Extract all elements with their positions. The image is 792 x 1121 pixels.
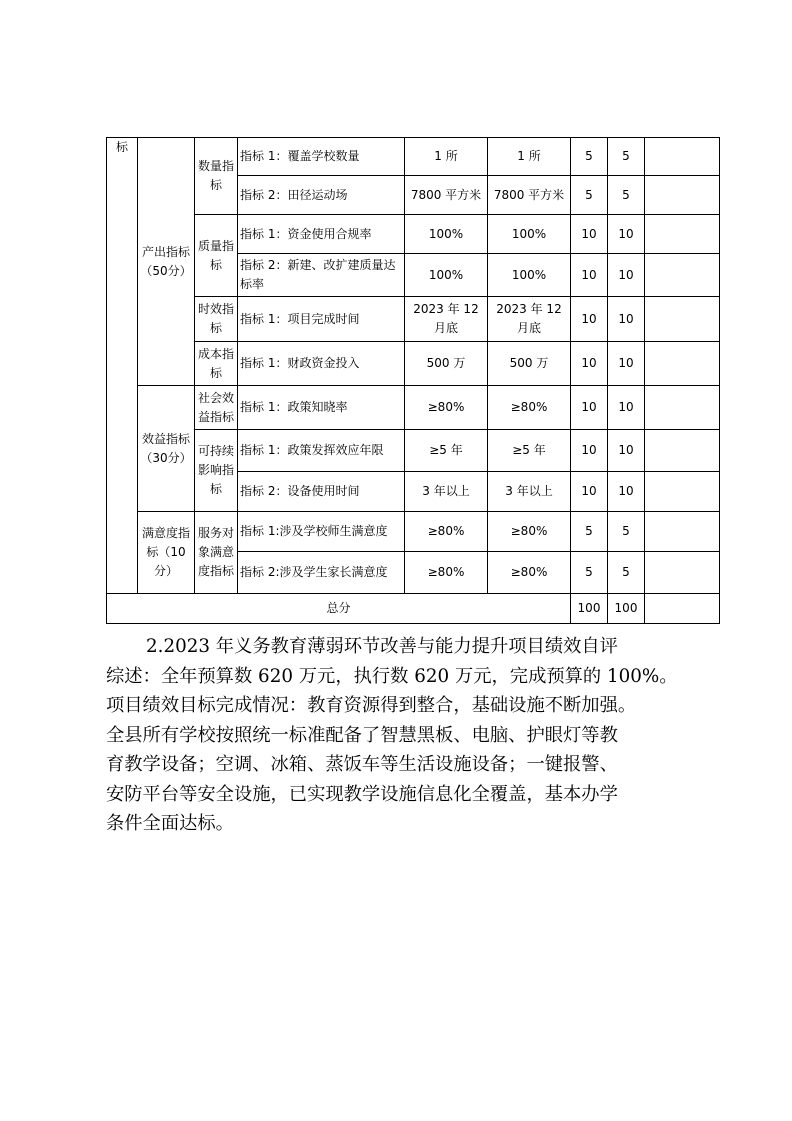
indicator-cell: 指标 1：资金使用合规率 [238, 215, 405, 254]
target-cell: 100% [405, 215, 488, 254]
paragraph-line: 安防平台等安全设施，已实现教学设施信息化全覆盖，基本办学 [106, 783, 618, 805]
performance-table [106, 137, 720, 624]
target-cell: 2023 年 12 月底 [405, 297, 488, 342]
weight-cell: 5 [571, 176, 608, 215]
indicator-cell: 指标 2：新建、改扩建质量达标率 [238, 254, 405, 297]
score-cell: 10 [608, 386, 645, 430]
total-score: 100 [608, 594, 645, 624]
actual-cell: 7800 平方米 [488, 176, 571, 215]
remark-cell [645, 215, 720, 254]
benefit-indicator-group: 效益指标（30分） [138, 386, 195, 512]
weight-cell: 5 [571, 552, 608, 594]
remark-cell [645, 176, 720, 215]
table-row [107, 297, 720, 342]
target-cell: 1 所 [405, 138, 488, 176]
actual-cell: 3 年以上 [488, 472, 571, 512]
total-label: 总分 [107, 594, 571, 624]
weight-cell: 5 [571, 138, 608, 176]
score-cell: 10 [608, 472, 645, 512]
target-cell: 500 万 [405, 342, 488, 386]
weight-cell: 10 [571, 472, 608, 512]
indicator-cell: 指标 1：政策知晓率 [238, 386, 405, 430]
actual-cell: ≥5 年 [488, 430, 571, 472]
remark-cell [645, 472, 720, 512]
level1-category-cell: 标 [107, 138, 138, 594]
paragraph-line: 全县所有学校按照统一标准配备了智慧黑板、电脑、护眼灯等教 [106, 724, 618, 746]
service-satisfaction-indicator-group: 服务对象满意度指标 [195, 512, 238, 594]
indicator-cell: 指标 2：设备使用时间 [238, 472, 405, 512]
target-cell: 7800 平方米 [405, 176, 488, 215]
table-row [107, 215, 720, 254]
paragraph-line: 综述：全年预算数 620 万元，执行数 620 万元，完成预算的 100%。 [106, 665, 678, 687]
quantity-indicator-group: 数量指标 [195, 138, 238, 215]
indicator-cell: 指标 2:涉及学生家长满意度 [238, 552, 405, 594]
indicator-cell: 指标 2：田径运动场 [238, 176, 405, 215]
target-cell: ≥80% [405, 386, 488, 430]
table-row [107, 386, 720, 430]
weight-cell: 10 [571, 430, 608, 472]
weight-cell: 10 [571, 386, 608, 430]
output-indicator-group: 产出指标（50分） [138, 138, 195, 386]
social-benefit-indicator-group: 社会效益指标 [195, 386, 238, 430]
remark-cell [645, 512, 720, 552]
paragraph-line: 条件全面达标。 [106, 813, 234, 834]
remark-cell [645, 552, 720, 594]
remark-cell [645, 342, 720, 386]
remark-cell [645, 297, 720, 342]
paragraph-line: 2.2023 年义务教育薄弱环节改善与能力提升项目绩效自评 [146, 636, 618, 657]
score-cell: 10 [608, 430, 645, 472]
weight-cell: 10 [571, 297, 608, 342]
indicator-cell: 指标 1：覆盖学校数量 [238, 138, 405, 176]
remark-cell [645, 430, 720, 472]
paragraph-line: 育教学设备；空调、冰箱、蒸饭车等生活设施设备；一键报警、 [106, 754, 618, 775]
actual-cell: 500 万 [488, 342, 571, 386]
score-cell: 5 [608, 512, 645, 552]
indicator-cell: 指标 1：财政资金投入 [238, 342, 405, 386]
actual-cell: 100% [488, 215, 571, 254]
table-row [107, 342, 720, 386]
indicator-cell: 指标 1：项目完成时间 [238, 297, 405, 342]
total-row [107, 594, 720, 624]
actual-cell: 100% [488, 254, 571, 297]
remark-cell [645, 254, 720, 297]
target-cell: 3 年以上 [405, 472, 488, 512]
quality-indicator-group: 质量指标 [195, 215, 238, 297]
score-cell: 10 [608, 342, 645, 386]
remark-cell [645, 386, 720, 430]
indicator-cell: 指标 1:涉及学校师生满意度 [238, 512, 405, 552]
satisfaction-indicator-group: 满意度指标（10分） [138, 512, 195, 594]
target-cell: ≥80% [405, 552, 488, 594]
actual-cell: ≥80% [488, 512, 571, 552]
weight-cell: 10 [571, 342, 608, 386]
table-row [107, 138, 720, 176]
actual-cell: ≥80% [488, 552, 571, 594]
score-cell: 5 [608, 552, 645, 594]
indicator-cell: 指标 1：政策发挥效应年限 [238, 430, 405, 472]
target-cell: 100% [405, 254, 488, 297]
score-cell: 10 [608, 297, 645, 342]
target-cell: ≥80% [405, 512, 488, 552]
actual-cell: 2023 年 12 月底 [488, 297, 571, 342]
score-cell: 5 [608, 138, 645, 176]
target-cell: ≥5 年 [405, 430, 488, 472]
score-cell: 5 [608, 176, 645, 215]
remark-cell [645, 138, 720, 176]
self-evaluation-paragraph [106, 632, 698, 839]
weight-cell: 5 [571, 512, 608, 552]
score-cell: 10 [608, 215, 645, 254]
weight-cell: 10 [571, 254, 608, 297]
total-remark [645, 594, 720, 624]
actual-cell: 1 所 [488, 138, 571, 176]
actual-cell: ≥80% [488, 386, 571, 430]
score-cell: 10 [608, 254, 645, 297]
table-row [107, 512, 720, 552]
total-weight: 100 [571, 594, 608, 624]
timeliness-indicator-group: 时效指标 [195, 297, 238, 342]
paragraph-line: 项目绩效目标完成情况：教育资源得到整合，基础设施不断加强。 [106, 695, 637, 716]
weight-cell: 10 [571, 215, 608, 254]
table-row [107, 430, 720, 472]
sustainability-indicator-group: 可持续影响指标 [195, 430, 238, 512]
cost-indicator-group: 成本指标 [195, 342, 238, 386]
